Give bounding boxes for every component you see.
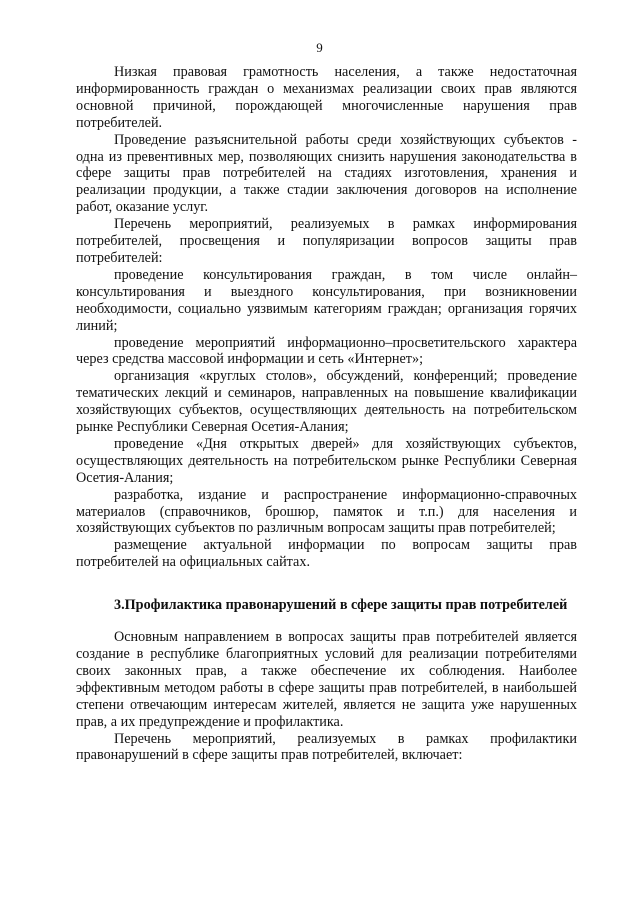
- list-item-round-tables: организация «круглых столов», обсуждений, конференций; проведение тематических лекций и семинаров, направленных на повышение квалификации хозяйствующих субъектов, осуществляющих деятельность на потребительском рынке Республики Северная Осетия-Алания;: [76, 368, 577, 436]
- paragraph-measures-list-intro: Перечень мероприятий, реализуемых в рамках информирования потребителей, просвещения и популяризации вопросов защиты прав потребителей:: [76, 216, 577, 266]
- paragraph-prevention-list-intro: Перечень мероприятий, реализуемых в рамках профилактики правонарушений в сфере защиты прав потребителей, включает:: [76, 730, 577, 764]
- list-item-open-doors-day: проведение «Дня открытых дверей» для хозяйствующих субъектов, осуществляющих деятельность на потребительском рынке Республики Северная Осетия-Алания;: [76, 435, 577, 486]
- list-item-media-events: проведение мероприятий информационно–просветительского характера через средства массовой информации и сеть «Интернет»;: [76, 334, 577, 368]
- paragraph-main-direction: Основным направлением в вопросах защиты прав потребителей является создание в республике благоприятных условий для реализации потребителями своих законных прав, а также обеспечение их соблюдения. Наиболее эффективным методом работы в сфере защиты прав потребителей, в наибольшей степени отвечающим интересам жителей, является не защита уже нарушенных прав, а их предупреждение и профилактика.: [76, 629, 577, 730]
- list-item-consulting: проведение консультирования граждан, в том числе онлайн–консультирования и выездного консультирования, при возникновении необходимости, социально уязвимым категориям граждан; организация горячих линий;: [76, 266, 577, 334]
- section-heading: 3.Профилактика правонарушений в сфере защиты прав потребителей: [114, 597, 568, 614]
- list-item-reference-materials: разработка, издание и распространение информационно-справочных материалов (справочников, брошюр, памяток и т.п.) для населения и хозяйствующих субъектов по различным вопросам защиты прав потребителей;: [76, 486, 577, 537]
- page-content: [76, 64, 577, 764]
- page-number: 9: [316, 40, 323, 55]
- paragraph-explanatory-work: Проведение разъяснительной работы среди хозяйствующих субъектов - одна из превентивных мер, позволяющих снизить нарушения законодательства в сфере защиты прав потребителей на стадиях изготовления, хранения и реализации продукции, а также стадии заключения договоров на исполнение работ, оказание услуг.: [76, 131, 577, 216]
- list-item-websites: размещение актуальной информации по вопросам защиты прав потребителей на официальных сайтах.: [76, 537, 577, 571]
- section-spacer: [76, 571, 577, 583]
- paragraph-legal-literacy: Низкая правовая грамотность населения, а также недостаточная информированность граждан о механизмах реализации своих прав являются основной причиной, порождающей многочисленные нарушения прав потребителей.: [76, 64, 577, 131]
